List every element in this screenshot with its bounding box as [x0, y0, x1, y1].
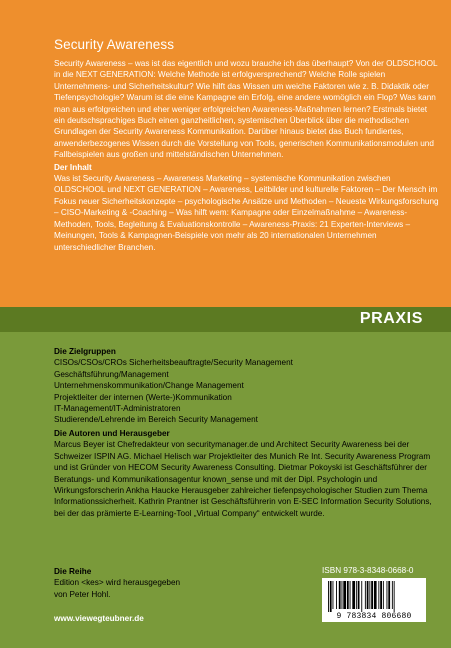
series-band	[0, 307, 451, 332]
barcode	[322, 578, 426, 622]
series-label: PRAXIS	[359, 310, 423, 327]
audience-item: Studierende/Lehrende im Bereich Security Management	[54, 415, 258, 425]
authors-block	[54, 428, 439, 519]
audience-heading: Die Zielgruppen	[54, 347, 116, 356]
series-line: von Peter Hohl.	[54, 589, 111, 599]
authors-text: Marcus Beyer ist Chefredakteur von securitymanager.de und Architect Security Awareness bei der Schweizer ISPIN AG. Michael Helisch war Projektleiter des Munich Re Int. Security Awareness Program und ist Gründer von HECOM Security Awareness Consulting. Dietmar Pokoyski ist Geschäftsführer der Beratungs- und Kommunikationsagentur known_sense und mit der Dipl. Psychologin und Wirkungsforscherin Ankha Haucke Herausgeber zahlreicher tiefenpsychologischer Studien zum Thema Informationssicherheit. Kathrin Prantner ist Geschäftsführerin von E-SEC Information Security Solutions, bei der das prämierte E-Learning-Tool „Virtual Company“ entwickelt wurde.	[54, 440, 432, 518]
contents-heading: Der Inhalt	[54, 162, 92, 172]
audience-item: CISOs/CSOs/CROs Sicherheitsbeauftragte/Security Management	[54, 358, 293, 368]
audience-item: IT-Management/IT-Administratoren	[54, 404, 181, 414]
barcode-digits: 9 783834 806680	[336, 612, 412, 621]
series-heading: Die Reihe	[54, 567, 92, 576]
book-title: Security Awareness	[54, 37, 175, 52]
publisher-website[interactable]: www.viewegteubner.de	[54, 614, 144, 623]
audience-item: Unternehmenskommunikation/Change Management	[54, 381, 244, 391]
contents-text: Was ist Security Awareness – Awareness Marketing – systemische Kommunikation zwischen OLDSCHOOL und NEXT GENERATION – Awareness, Leitbilder und kulturelle Faktoren – Der Mensch im Fokus neuer Sicherheitskonzepte – psychologische Ansätze und Methoden – Neueste Wirkungsforschung – CISO-Marketing & -Coaching – Was hilft wem: Kampagne oder Einzelmaßnahme – Awareness-Methoden, Tools, Begleitung & Evaluationskontrolle – Awareness-Praxis: 21 Experten-Interviews – Meinungen, Tools & Kampagnen-Beispiele von mehr als 20 internationalen Unternehmen unterschiedlicher Branchen.	[54, 174, 439, 252]
orange-panel	[0, 0, 451, 307]
audience-item: Projektleiter der internen (Werte-)Kommunikation	[54, 392, 232, 402]
isbn-number: ISBN 978-3-8348-0668-0	[322, 566, 414, 575]
barcode-icon	[322, 578, 426, 612]
authors-heading: Die Autoren und Herausgeber	[54, 429, 170, 438]
series-line: Edition <kes> wird herausgegeben	[54, 578, 181, 588]
series-block	[54, 566, 304, 600]
description-block	[54, 58, 439, 253]
audience-item: Geschäftsführung/Management	[54, 369, 169, 379]
audience-block	[54, 346, 439, 426]
intro-text: Security Awareness – was ist das eigentlich und wozu brauche ich das überhaupt? Von der OLDSCHOOL in die NEXT GENERATION: Welche Methode ist erfolgversprechend? Welche Rolle spielen Unternehmens- und Sicherheitskultur? Wie hilft das Wissen um weiche Faktoren wie z. B. Didaktik oder Tiefenpsychologie? Warum ist die eine Kampagne ein Erfolg, eine andere womöglich ein Flop? Was kann man aus erfolgreichen und eher weniger erfolgreichen Awareness-Maßnahmen lernen? Erstmals bietet ein deutschsprachiges Buch einen ganzheitlichen, systemischen Überblick über die methodischen Grundlagen der Security Awareness Kommunikation. Darüber hinaus bietet das Buch fundiertes, anwenderbezogenes Wissen durch die Vorstellung von Tools, generischen Kommunikationsmodulen und Fallbeispielen aus großen und mittelständischen Unternehmen.	[54, 59, 438, 160]
